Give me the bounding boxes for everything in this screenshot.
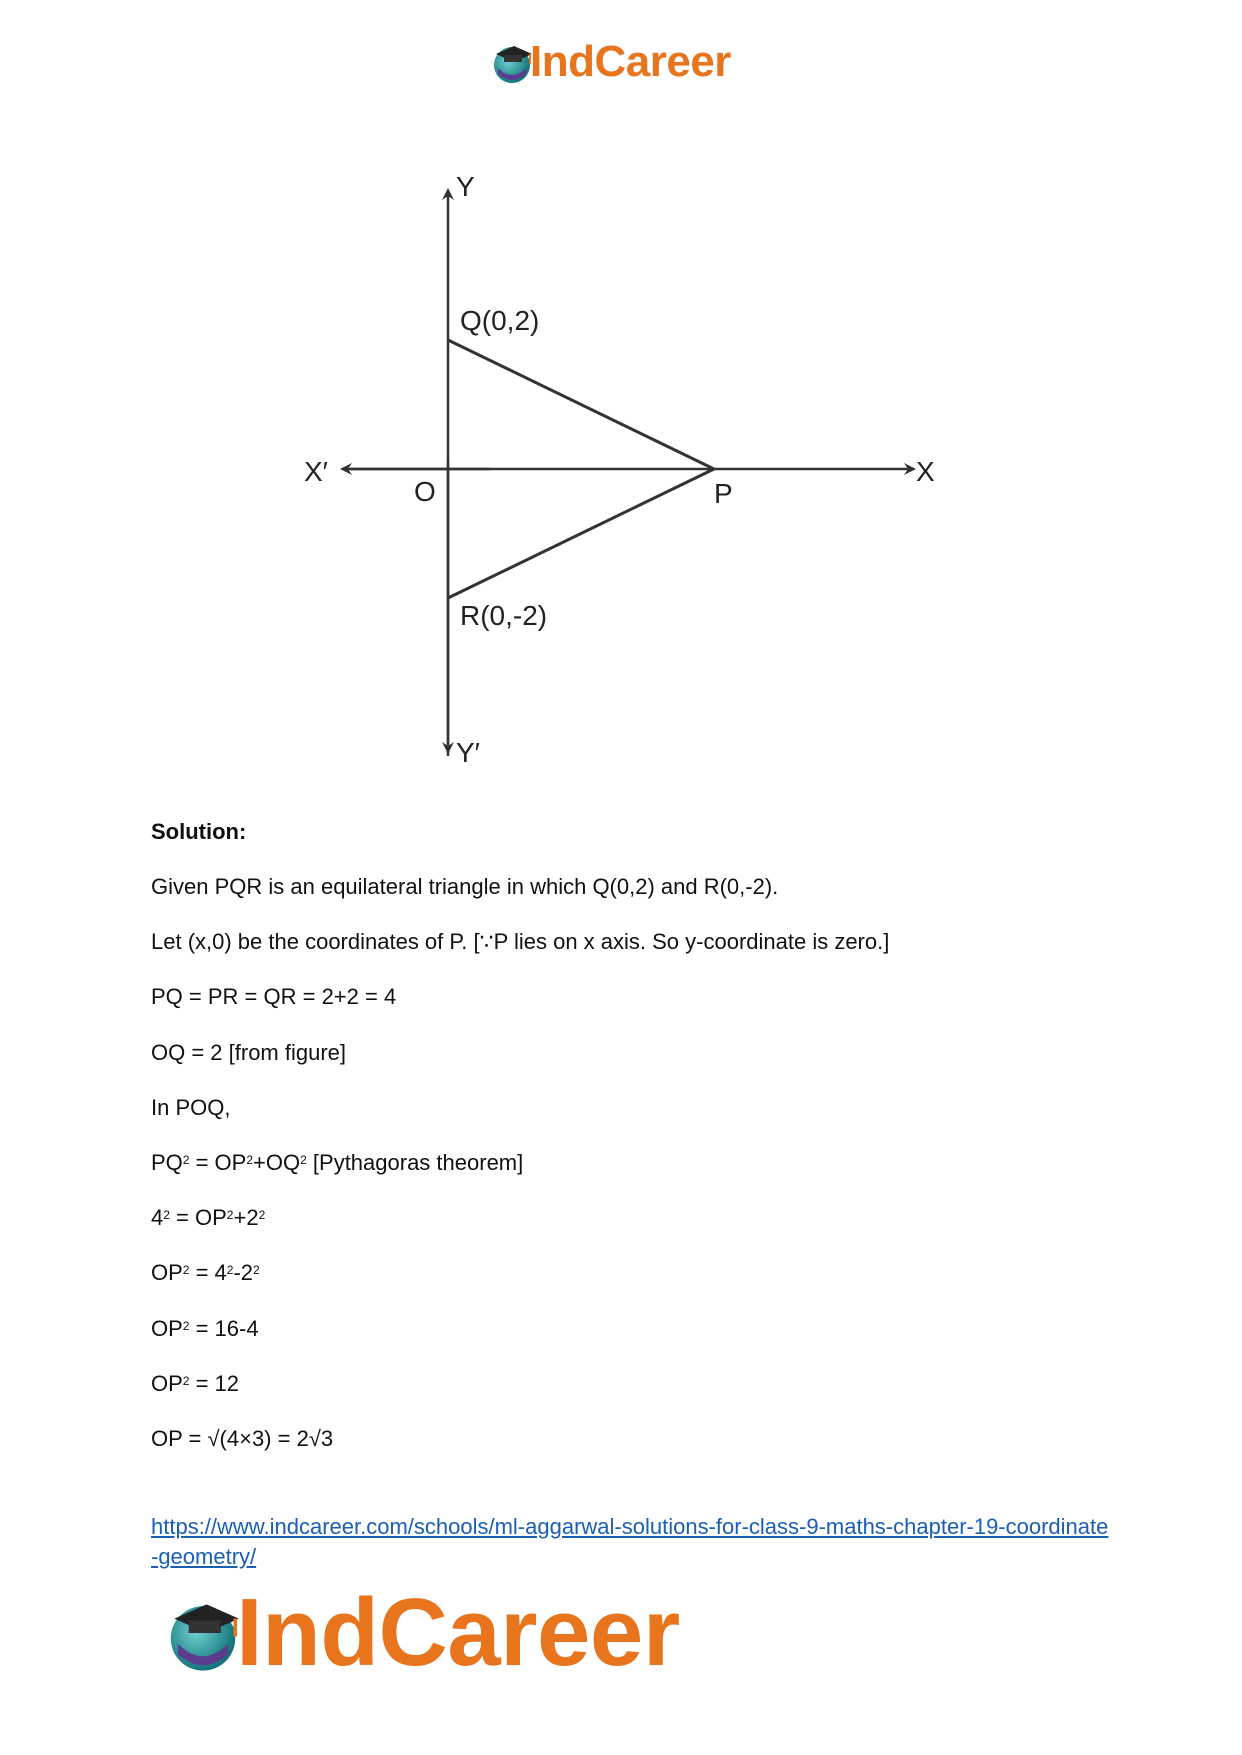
- solution-line-10: $OP^2 = 12$: [151, 1371, 240, 1396]
- label-point-p: P: [714, 478, 733, 509]
- side-rp: [448, 469, 714, 598]
- label-x: X: [916, 456, 935, 487]
- solution-line-11: OP = √(4×3) = 2√3: [151, 1426, 334, 1451]
- label-x-neg: X′: [304, 456, 328, 487]
- solution-line-6: $PQ^2 = OP^2+OQ^2$ [Pythagoras theorem]: [151, 1150, 524, 1175]
- coordinate-figure: [290, 160, 970, 780]
- label-y: Y: [456, 171, 475, 202]
- side-qp: [448, 340, 714, 469]
- label-y-neg: Y′: [456, 737, 480, 768]
- solution-line-4: OQ = 2 [from figure]: [151, 1040, 347, 1065]
- solution-line-9: $OP^2 = 16-4$: [151, 1316, 259, 1341]
- label-origin: O: [414, 476, 436, 507]
- brand-wordmark: IndCareer: [236, 1579, 680, 1686]
- label-point-r: R(0,-2): [460, 600, 548, 631]
- solution-heading: Solution:: [151, 819, 247, 844]
- solution-line-1: Given PQR is an equilateral triangle in which Q(0,2) and R(0,-2).: [151, 874, 779, 899]
- source-link[interactable]: https://www.indcareer.com/schools/ml-aggarwal-solutions-for-class-9-maths-chapter-19-coordinate-geometry/: [151, 1514, 1109, 1569]
- brand-wordmark: IndCareer: [530, 37, 731, 86]
- header-logo: [488, 38, 731, 86]
- solution-line-2: Let (x,0) be the coordinates of P. [∵P lies on x axis. So y-coordinate is zero.]: [151, 929, 890, 954]
- label-point-q: Q(0,2): [460, 305, 540, 336]
- footer-logo: [160, 1579, 680, 1686]
- graduation-globe-icon: [488, 38, 536, 86]
- solution-line-5: In POQ,: [151, 1095, 231, 1120]
- solution-line-7: $4^2 = OP^2+2^2$: [151, 1205, 266, 1230]
- solution-line-8: $OP^2 = 4^2-2^2$: [151, 1260, 260, 1285]
- solution-line-3: PQ = PR = QR = 2+2 = 4: [151, 984, 397, 1009]
- graduation-globe-icon: [160, 1590, 246, 1676]
